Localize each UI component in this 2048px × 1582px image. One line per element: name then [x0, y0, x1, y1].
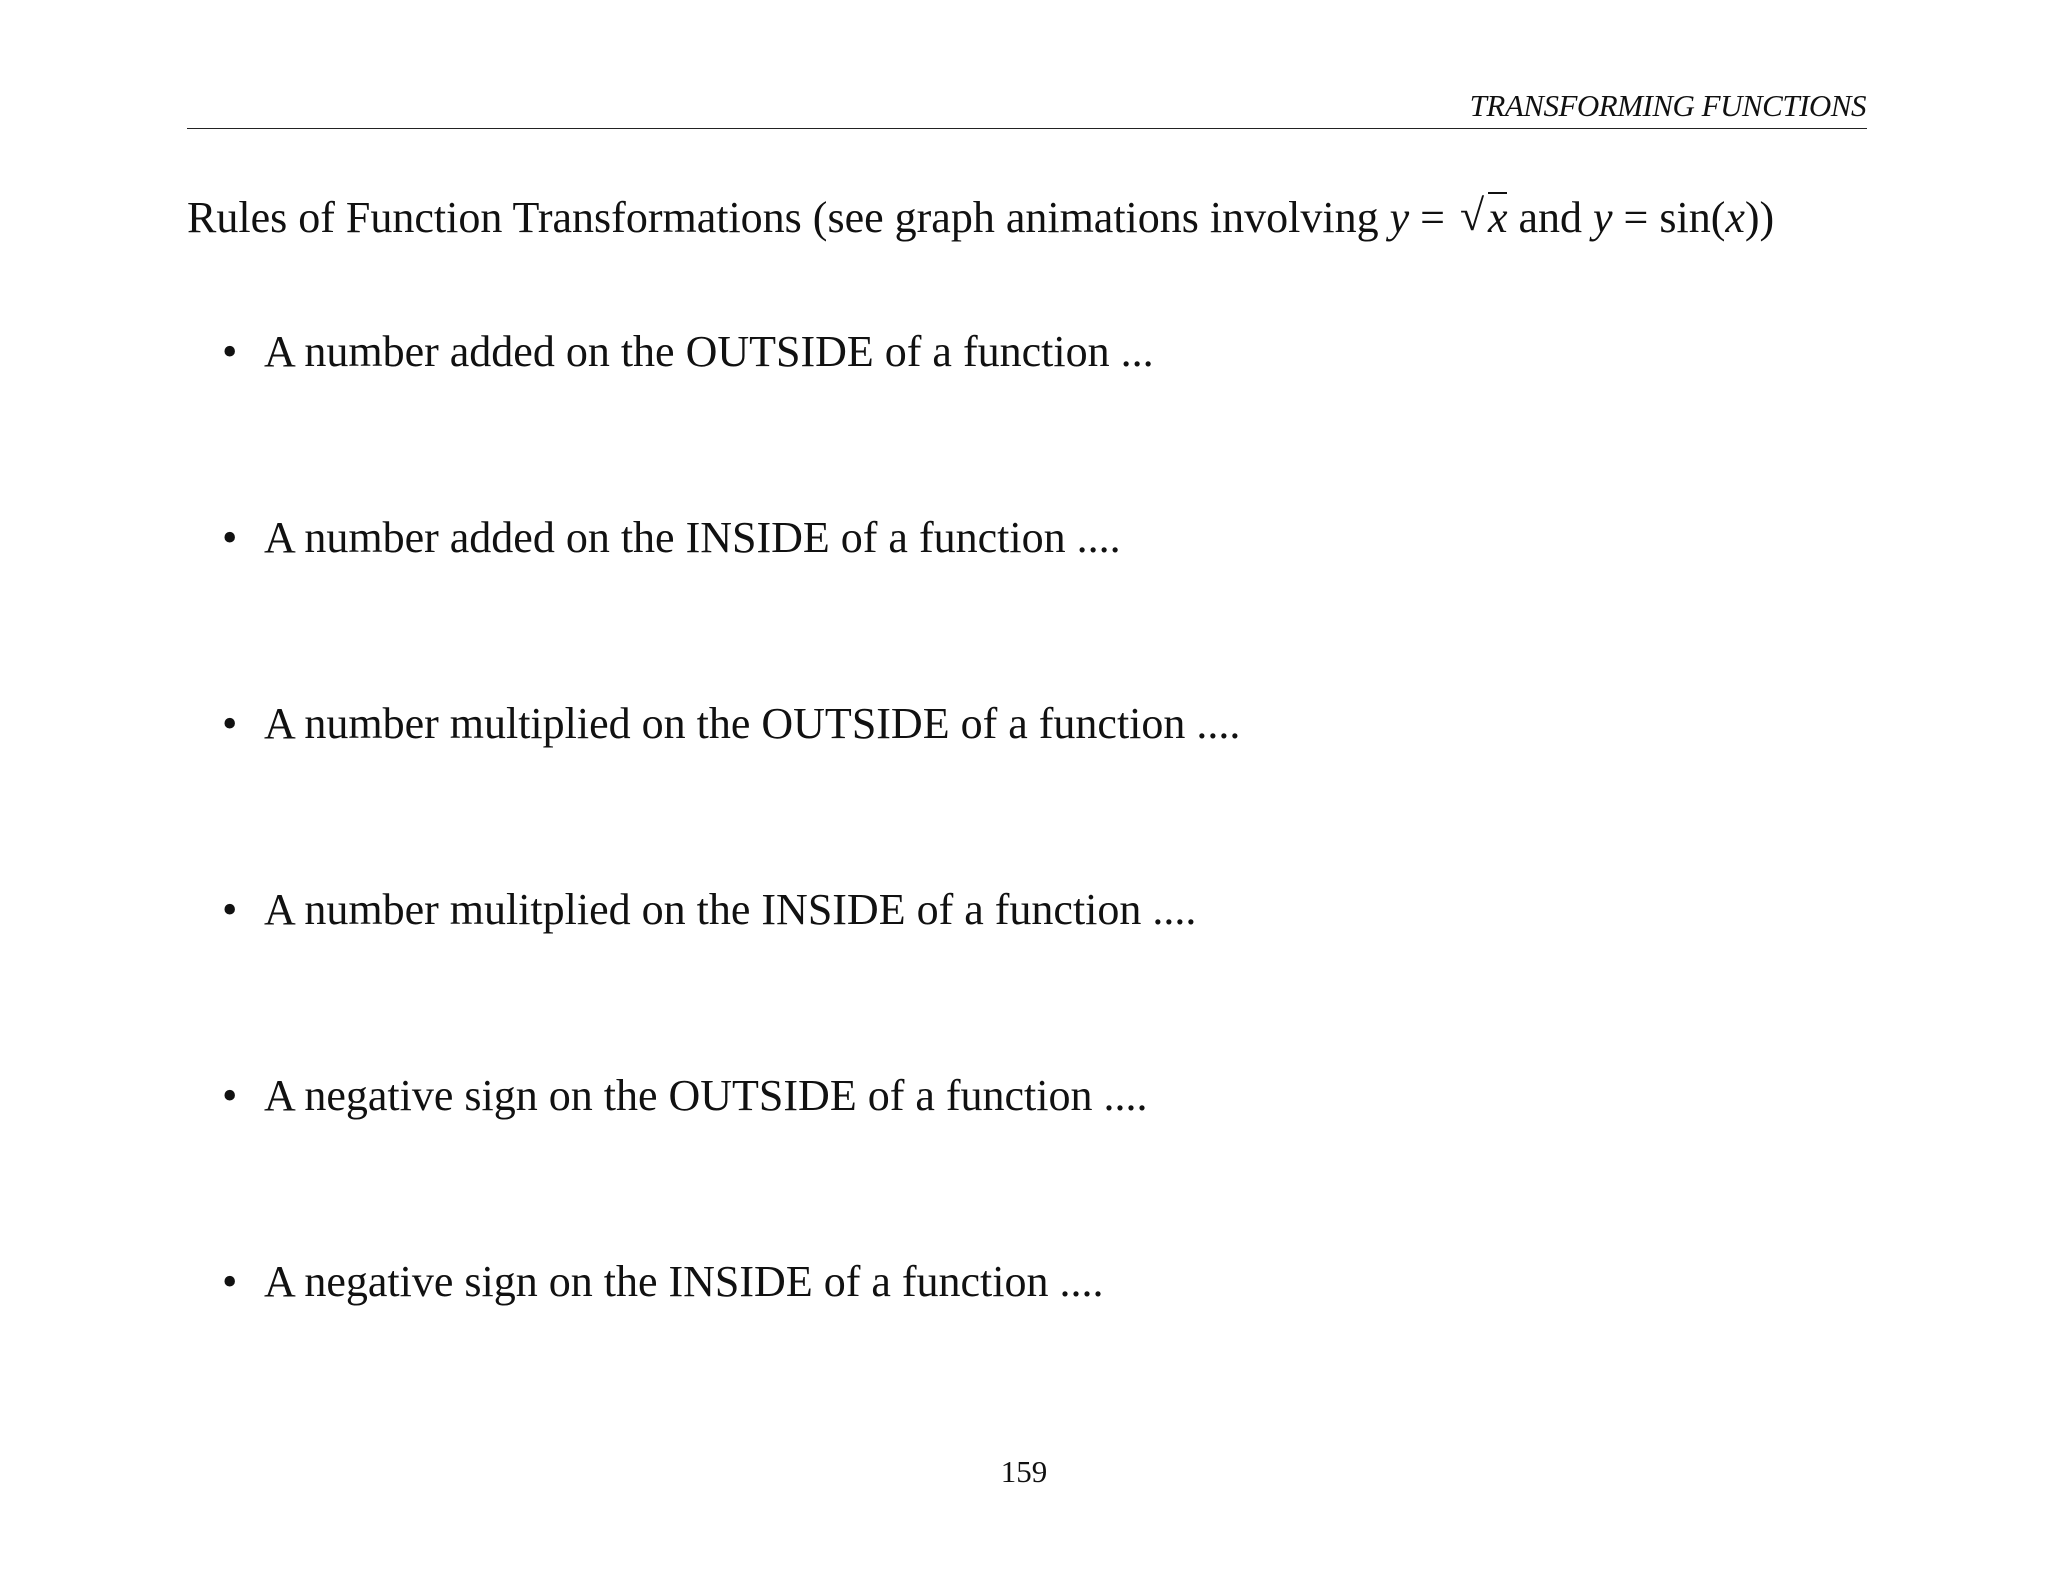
sqrt-expression — [1460, 188, 1508, 248]
math-equals: = — [1612, 193, 1660, 242]
sin-function: sin( — [1659, 193, 1726, 242]
running-header-title: TRANSFORMING FUNCTIONS — [1469, 88, 1866, 123]
header-rule — [187, 128, 1867, 129]
rule-text: A negative sign on the INSIDE of a function .... — [264, 1257, 1104, 1306]
rule-text: A number mulitplied on the INSIDE of a function .... — [264, 885, 1197, 934]
math-var-y: y — [1389, 193, 1410, 242]
rule-text: A number added on the OUTSIDE of a function ... — [264, 327, 1154, 376]
rule-text: A negative sign on the OUTSIDE of a function .... — [264, 1071, 1148, 1120]
bullet-icon: • — [222, 513, 238, 562]
page-number: 159 — [1000, 1454, 1048, 1489]
list-item — [222, 694, 1240, 754]
list-item — [222, 1252, 1104, 1312]
bullet-icon: • — [222, 1071, 238, 1120]
intro-lead: Rules of Function Transformations (see graph animations involving — [187, 193, 1390, 242]
closing-parens: )) — [1744, 193, 1775, 242]
rule-text: A number multiplied on the OUTSIDE of a function .... — [264, 699, 1241, 748]
intro-conjunction: and — [1507, 193, 1593, 242]
intro-paragraph — [187, 188, 1867, 248]
math-equals: = — [1409, 193, 1456, 242]
math-var-x: x — [1725, 193, 1745, 242]
list-item — [222, 880, 1196, 940]
list-item — [222, 1066, 1148, 1126]
list-item — [222, 508, 1121, 568]
rule-text: A number added on the INSIDE of a function .... — [264, 513, 1121, 562]
radical-sign: √ — [1459, 191, 1485, 240]
bullet-icon: • — [222, 885, 238, 934]
list-item — [222, 322, 1154, 382]
math-var-y: y — [1593, 193, 1613, 242]
bullet-icon: • — [222, 327, 238, 376]
bullet-icon: • — [222, 1257, 238, 1306]
math-var-x: x — [1487, 193, 1508, 242]
bullet-icon: • — [222, 699, 238, 748]
